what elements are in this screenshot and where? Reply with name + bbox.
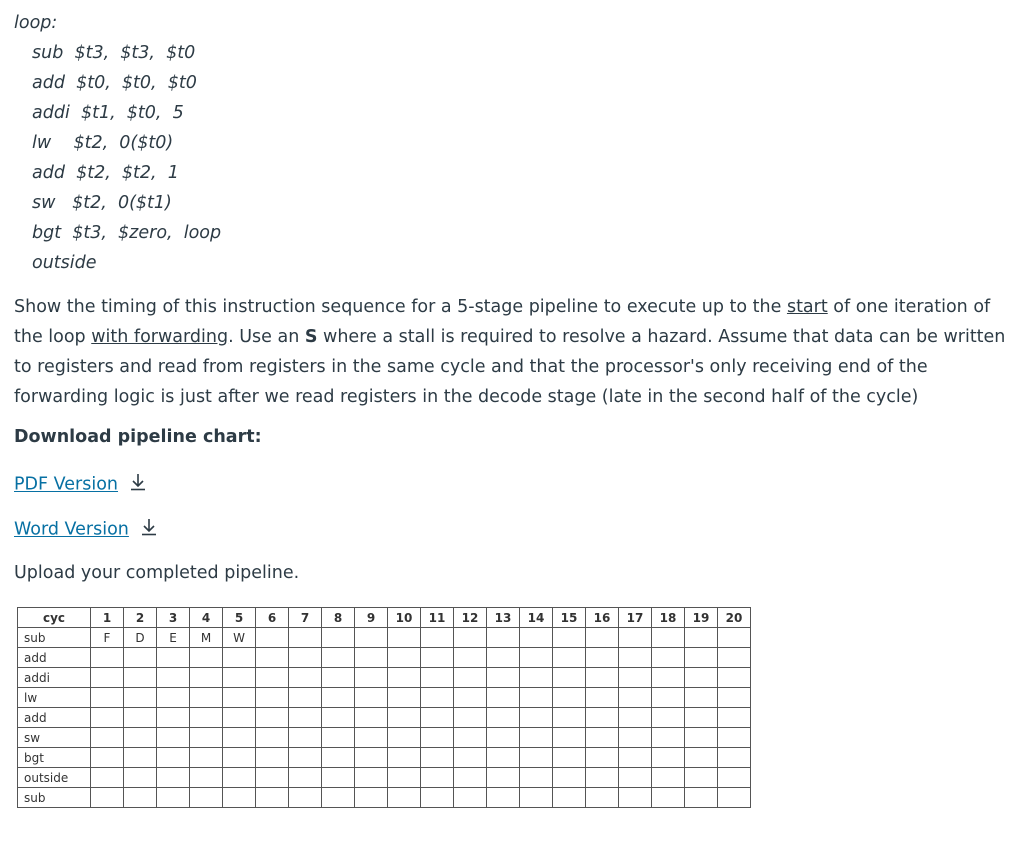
stage-cell <box>718 648 751 668</box>
stage-cell <box>619 728 652 748</box>
cycle-number: 10 <box>388 608 421 628</box>
stage-cell <box>718 788 751 808</box>
stage-cell <box>619 668 652 688</box>
stage-cell <box>553 708 586 728</box>
stage-cell <box>586 748 619 768</box>
stage-cell <box>487 768 520 788</box>
stage-cell <box>487 668 520 688</box>
outside-label: outside <box>32 253 97 273</box>
stage-cell <box>124 788 157 808</box>
stage-cell <box>586 728 619 748</box>
code-line <box>14 158 221 188</box>
stage-cell <box>487 788 520 808</box>
stage-cell <box>553 768 586 788</box>
stage-cell <box>190 728 223 748</box>
cycle-number: 18 <box>652 608 685 628</box>
code-operands: $t3, $t3, $t0 <box>74 43 196 63</box>
stage-cell <box>124 768 157 788</box>
stage-cell <box>223 728 256 748</box>
stage-cell <box>652 688 685 708</box>
stage-cell <box>223 688 256 708</box>
stage-cell <box>718 688 751 708</box>
stage-cell <box>388 748 421 768</box>
pipeline-row <box>18 748 751 768</box>
cycle-number: 14 <box>520 608 553 628</box>
stage-cell <box>190 668 223 688</box>
pipeline-row <box>18 648 751 668</box>
code-operands: $t2, 0($t0) <box>62 133 174 153</box>
stage-cell <box>520 708 553 728</box>
cycle-number: 15 <box>553 608 586 628</box>
stage-cell <box>421 768 454 788</box>
stage-cell <box>157 748 190 768</box>
stage-cell <box>652 668 685 688</box>
instruction-name: add <box>18 648 91 668</box>
stage-cell <box>190 688 223 708</box>
stage-cell <box>322 728 355 748</box>
stage-cell <box>619 748 652 768</box>
stage-cell <box>289 768 322 788</box>
stage-cell <box>520 668 553 688</box>
instruction-name: sub <box>18 788 91 808</box>
code-operands: $t2, $t2, 1 <box>76 163 179 183</box>
stage-cell: W <box>223 628 256 648</box>
stage-cell <box>256 788 289 808</box>
cycle-number: 4 <box>190 608 223 628</box>
stage-cell <box>652 768 685 788</box>
stage-cell <box>223 748 256 768</box>
stage-cell <box>553 688 586 708</box>
stage-cell <box>619 648 652 668</box>
stage-cell <box>586 788 619 808</box>
code-line <box>14 188 221 218</box>
word-download-link[interactable]: Word Version <box>14 518 157 541</box>
instruction-name: lw <box>18 688 91 708</box>
stage-cell: E <box>157 628 190 648</box>
with-forwarding-emphasis: with forwarding <box>91 327 229 347</box>
stage-cell <box>421 628 454 648</box>
stage-cell <box>520 728 553 748</box>
stage-cell <box>454 748 487 768</box>
stage-cell <box>685 748 718 768</box>
stage-cell <box>619 688 652 708</box>
code-line <box>14 38 221 68</box>
upload-instruction: Upload your completed pipeline. <box>14 563 300 583</box>
stage-cell <box>619 788 652 808</box>
stage-cell <box>157 768 190 788</box>
stage-cell <box>355 688 388 708</box>
stage-cell <box>289 788 322 808</box>
code-opcode: addi <box>32 103 70 123</box>
pipeline-row <box>18 688 751 708</box>
stage-cell <box>487 728 520 748</box>
cycle-number: 16 <box>586 608 619 628</box>
stage-cell <box>586 768 619 788</box>
stage-cell <box>718 668 751 688</box>
stage-cell <box>685 768 718 788</box>
stage-cell <box>124 708 157 728</box>
stage-cell <box>388 688 421 708</box>
stage-cell <box>124 648 157 668</box>
stage-cell <box>586 668 619 688</box>
code-operands: $t0, $t0, $t0 <box>76 73 197 93</box>
cycle-number: 12 <box>454 608 487 628</box>
cycle-number: 13 <box>487 608 520 628</box>
stage-cell <box>355 628 388 648</box>
stage-cell <box>388 768 421 788</box>
start-emphasis: start <box>786 297 828 317</box>
cycle-number: 20 <box>718 608 751 628</box>
stage-cell <box>256 768 289 788</box>
stage-cell <box>487 708 520 728</box>
stage-cell <box>190 648 223 668</box>
stage-cell <box>355 768 388 788</box>
stage-cell <box>685 668 718 688</box>
stage-cell <box>586 628 619 648</box>
stall-letter: S <box>304 327 318 347</box>
stage-cell <box>223 768 256 788</box>
stage-cell <box>454 628 487 648</box>
code-opcode: add <box>32 73 65 93</box>
stage-cell <box>91 728 124 748</box>
stage-cell <box>91 768 124 788</box>
pipeline-row <box>18 768 751 788</box>
cycle-header-label: cyc <box>18 608 91 628</box>
stage-cell <box>322 748 355 768</box>
stage-cell <box>91 688 124 708</box>
stage-cell <box>454 708 487 728</box>
stage-cell <box>553 668 586 688</box>
code-opcode: sub <box>32 43 64 63</box>
stage-cell <box>223 788 256 808</box>
stage-cell <box>289 688 322 708</box>
code-line <box>14 98 221 128</box>
stage-cell <box>520 768 553 788</box>
stage-cell <box>190 788 223 808</box>
stage-cell <box>586 688 619 708</box>
code-operands: $t3, $zero, loop <box>72 223 222 243</box>
stage-cell <box>685 708 718 728</box>
stage-cell <box>256 668 289 688</box>
stage-cell <box>256 648 289 668</box>
stage-cell: F <box>91 628 124 648</box>
cycle-number: 3 <box>157 608 190 628</box>
stage-cell <box>520 788 553 808</box>
instruction-name: add <box>18 708 91 728</box>
stage-cell <box>520 648 553 668</box>
stage-cell <box>223 648 256 668</box>
stage-cell <box>388 728 421 748</box>
stage-cell <box>355 708 388 728</box>
stage-cell <box>124 668 157 688</box>
stage-cell <box>421 788 454 808</box>
stage-cell <box>487 648 520 668</box>
pipeline-row <box>18 708 751 728</box>
stage-cell <box>124 748 157 768</box>
stage-cell <box>322 688 355 708</box>
instruction-name: outside <box>18 768 91 788</box>
stage-cell <box>454 688 487 708</box>
stage-cell <box>388 648 421 668</box>
stage-cell <box>190 768 223 788</box>
stage-cell <box>553 728 586 748</box>
cycle-number: 11 <box>421 608 454 628</box>
stage-cell <box>256 728 289 748</box>
stage-cell <box>586 708 619 728</box>
stage-cell <box>619 708 652 728</box>
stage-cell <box>619 768 652 788</box>
stage-cell: M <box>190 628 223 648</box>
stage-cell <box>388 668 421 688</box>
stage-cell <box>388 628 421 648</box>
stage-cell <box>289 748 322 768</box>
pipeline-row <box>18 728 751 748</box>
stage-cell <box>289 728 322 748</box>
stage-cell <box>91 668 124 688</box>
stage-cell <box>487 688 520 708</box>
stage-cell <box>124 688 157 708</box>
stage-cell <box>256 708 289 728</box>
stage-cell <box>355 788 388 808</box>
stage-cell <box>553 748 586 768</box>
download-heading: Download pipeline chart: <box>14 427 262 447</box>
code-line <box>14 68 221 98</box>
stage-cell <box>718 768 751 788</box>
stage-cell <box>454 788 487 808</box>
stage-cell <box>652 788 685 808</box>
cycle-number: 2 <box>124 608 157 628</box>
stage-cell <box>91 788 124 808</box>
cycle-number: 8 <box>322 608 355 628</box>
stage-cell <box>322 648 355 668</box>
pipeline-row <box>18 628 751 648</box>
download-arrow-icon <box>141 518 157 541</box>
stage-cell <box>256 748 289 768</box>
stage-cell <box>421 688 454 708</box>
stage-cell <box>190 748 223 768</box>
stage-cell <box>685 728 718 748</box>
stage-cell <box>685 788 718 808</box>
assembly-code-block <box>14 8 221 278</box>
stage-cell <box>520 628 553 648</box>
stage-cell <box>718 748 751 768</box>
stage-cell <box>652 628 685 648</box>
code-opcode: add <box>32 163 65 183</box>
stage-cell <box>157 708 190 728</box>
cycle-number: 17 <box>619 608 652 628</box>
instruction-name: sub <box>18 628 91 648</box>
stage-cell <box>322 668 355 688</box>
stage-cell <box>454 648 487 668</box>
stage-cell <box>157 788 190 808</box>
instruction-name: addi <box>18 668 91 688</box>
code-line <box>14 128 221 158</box>
loop-label: loop: <box>14 13 58 33</box>
download-arrow-icon <box>130 473 146 496</box>
stage-cell <box>355 668 388 688</box>
stage-cell <box>157 668 190 688</box>
stage-cell <box>421 648 454 668</box>
stage-cell <box>487 628 520 648</box>
stage-cell <box>322 768 355 788</box>
stage-cell <box>190 708 223 728</box>
stage-cell <box>256 688 289 708</box>
question-text: Show the timing of this instruction sequence for a 5-stage pipeline to execute up to the start of one iteration of the loop with forwarding. Use an S where a stall is required to resolve a hazard. Assume that data can be written to registers and read from registers in the same cycle and that the processor's only receiving end of the forwarding logic is just after we read registers in the decode stage (late in the second half of the cycle) <box>14 297 1006 407</box>
stage-cell <box>586 648 619 668</box>
stage-cell <box>322 708 355 728</box>
cycle-number: 7 <box>289 608 322 628</box>
stage-cell <box>256 628 289 648</box>
pipeline-chart-table <box>17 607 751 808</box>
stage-cell <box>652 748 685 768</box>
stage-cell <box>685 648 718 668</box>
stage-cell <box>289 708 322 728</box>
code-line <box>14 218 221 248</box>
stage-cell <box>652 728 685 748</box>
cycle-number: 19 <box>685 608 718 628</box>
stage-cell <box>619 628 652 648</box>
instruction-name: bgt <box>18 748 91 768</box>
stage-cell <box>124 728 157 748</box>
stage-cell: D <box>124 628 157 648</box>
stage-cell <box>91 648 124 668</box>
code-opcode: bgt <box>32 223 62 243</box>
stage-cell <box>685 688 718 708</box>
cycle-number: 1 <box>91 608 124 628</box>
cycle-number: 5 <box>223 608 256 628</box>
stage-cell <box>322 628 355 648</box>
stage-cell <box>553 628 586 648</box>
cycle-number: 9 <box>355 608 388 628</box>
stage-cell <box>454 768 487 788</box>
stage-cell <box>718 708 751 728</box>
stage-cell <box>652 708 685 728</box>
stage-cell <box>421 748 454 768</box>
stage-cell <box>553 648 586 668</box>
stage-cell <box>355 728 388 748</box>
stage-cell <box>454 728 487 748</box>
stage-cell <box>421 708 454 728</box>
code-operands: $t1, $t0, 5 <box>80 103 184 123</box>
stage-cell <box>421 728 454 748</box>
stage-cell <box>157 648 190 668</box>
stage-cell <box>487 748 520 768</box>
pipeline-row <box>18 668 751 688</box>
stage-cell <box>520 748 553 768</box>
stage-cell <box>289 648 322 668</box>
stage-cell <box>553 788 586 808</box>
stage-cell <box>91 748 124 768</box>
stage-cell <box>718 728 751 748</box>
instruction-name: sw <box>18 728 91 748</box>
stage-cell <box>157 728 190 748</box>
stage-cell <box>289 668 322 688</box>
stage-cell <box>652 648 685 668</box>
code-opcode: sw <box>32 193 56 213</box>
code-opcode: lw <box>32 133 52 153</box>
stage-cell <box>223 708 256 728</box>
stage-cell <box>223 668 256 688</box>
pipeline-row <box>18 788 751 808</box>
stage-cell <box>355 748 388 768</box>
stage-cell <box>421 668 454 688</box>
stage-cell <box>718 628 751 648</box>
stage-cell <box>157 688 190 708</box>
stage-cell <box>454 668 487 688</box>
pdf-download-link[interactable]: PDF Version <box>14 473 146 496</box>
pipeline-header-row <box>18 608 751 628</box>
cycle-number: 6 <box>256 608 289 628</box>
stage-cell <box>322 788 355 808</box>
stage-cell <box>388 788 421 808</box>
stage-cell <box>91 708 124 728</box>
stage-cell <box>520 688 553 708</box>
stage-cell <box>289 628 322 648</box>
code-operands: $t2, 0($t1) <box>66 193 172 213</box>
stage-cell <box>685 628 718 648</box>
stage-cell <box>355 648 388 668</box>
stage-cell <box>388 708 421 728</box>
